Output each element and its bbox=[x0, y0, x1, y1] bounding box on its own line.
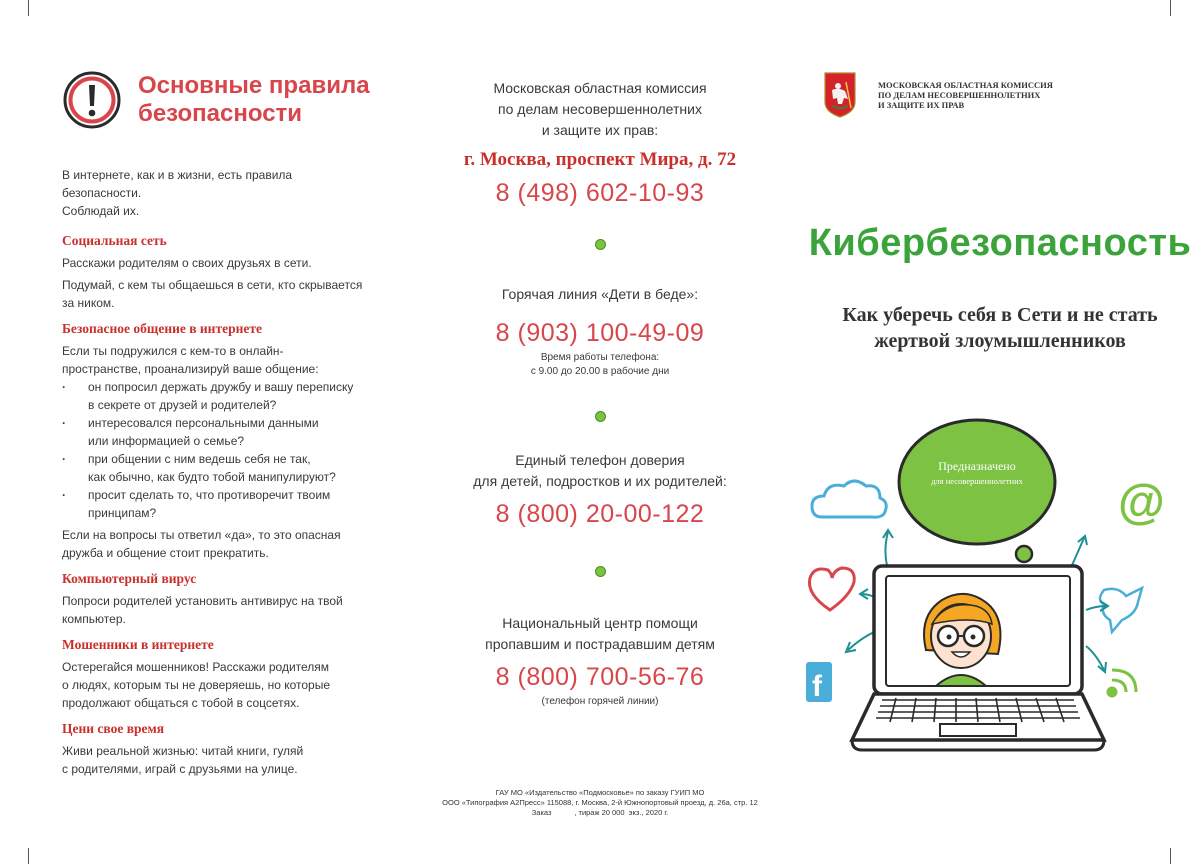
speech-bubble-icon bbox=[899, 420, 1055, 562]
imprint-line: ООО «Типография А2Пресс» 115088, г. Москва, 2-й Южнопортовый проезд, д. 26а, стр. 12 bbox=[442, 798, 758, 807]
section-title: Компьютерный вирус bbox=[62, 571, 197, 586]
organization-name bbox=[878, 80, 1053, 110]
rules-intro bbox=[62, 166, 372, 220]
commission-label bbox=[400, 78, 800, 141]
print-imprint bbox=[400, 788, 800, 818]
text-line: Если ты подружился с кем-то в онлайн- bbox=[62, 344, 284, 358]
section-paragraph bbox=[62, 254, 372, 272]
rules-title-line: Основные правила bbox=[138, 72, 370, 99]
intro-line: В интернете, как и в жизни, есть правила безопасности. bbox=[62, 168, 293, 200]
section-title: Социальная сеть bbox=[62, 233, 167, 248]
text-line: · интересовался персональными данными bbox=[88, 416, 319, 430]
text-line: в секрете от друзей и родителей? bbox=[88, 398, 277, 412]
question-list bbox=[62, 378, 372, 522]
text-line: с 9.00 до 20.00 в рабочие дни bbox=[530, 366, 670, 377]
text-line: для детей, подростков и их родителей: bbox=[473, 473, 727, 489]
section-paragraph bbox=[62, 526, 372, 562]
commission-address: г. Москва, проспект Мира, д. 72 bbox=[463, 149, 737, 170]
bubble-line: для несовершеннолетних bbox=[931, 476, 1023, 486]
text-line: пропавшим и пострадавшим детям bbox=[485, 636, 715, 652]
imprint-line: Заказ , тираж 20 000 экз., 2020 г. bbox=[531, 808, 669, 817]
section-title: Безопасное общение в интернете bbox=[62, 321, 262, 336]
text-line: Остерегайся мошенников! Расскажи родителям bbox=[62, 660, 330, 674]
section-computer-virus bbox=[62, 570, 372, 628]
bird-icon bbox=[1100, 588, 1142, 632]
list-item bbox=[62, 378, 372, 414]
organization-header bbox=[824, 72, 1053, 118]
text-line: и защите их прав: bbox=[541, 122, 659, 138]
text-line: или информацией о семье? bbox=[88, 434, 245, 448]
hotline-hours bbox=[400, 351, 800, 379]
cover-panel bbox=[800, 0, 1200, 864]
separator-dot bbox=[595, 239, 606, 250]
section-value-time bbox=[62, 720, 372, 778]
hotline-label: Горячая линия «Дети в беде»: bbox=[501, 286, 699, 302]
exclamation-icon bbox=[62, 70, 122, 130]
text-line: дружба и общение стоит прекратить. bbox=[62, 546, 269, 560]
org-line: ПО ДЕЛАМ НЕСОВЕРШЕННОЛЕТНИХ bbox=[878, 90, 1041, 100]
text-line: о людях, которым ты не доверяешь, но которые bbox=[62, 678, 331, 692]
text-line: Подумай, с кем ты общаешься в сети, кто скрывается bbox=[62, 278, 363, 292]
rules-header bbox=[62, 70, 372, 130]
facebook-icon bbox=[806, 662, 832, 703]
text-line: как обычно, как будто тобой манипулируют? bbox=[88, 470, 336, 484]
at-sign-icon: @ bbox=[1118, 476, 1165, 529]
section-social-network bbox=[62, 232, 372, 312]
subtitle-line: жертвой злоумышленников bbox=[874, 330, 1126, 352]
hotline-note: (телефон горячей линии) bbox=[541, 696, 659, 707]
section-title: Мошенники в интернете bbox=[62, 637, 214, 652]
list-item bbox=[62, 486, 372, 522]
text-line: продолжают общаться с тобой в соцсетях. bbox=[62, 696, 300, 710]
text-line: по делам несовершеннолетних bbox=[498, 101, 702, 117]
org-line: И ЗАЩИТЕ ИХ ПРАВ bbox=[878, 100, 965, 110]
bubble-text bbox=[902, 458, 1052, 488]
hotline-phone: 8 (903) 100-49-09 bbox=[495, 319, 705, 347]
trust-phone-label bbox=[400, 450, 800, 492]
section-title: Цени свое время bbox=[62, 721, 165, 736]
list-item bbox=[62, 414, 372, 450]
text-line: Расскажи родителям о своих друзьях в сети. bbox=[62, 256, 312, 270]
text-line: Попроси родителей установить антивирус на твой bbox=[62, 594, 343, 608]
text-line: с родителями, играй с друзьями на улице. bbox=[62, 762, 298, 776]
svg-text:f: f bbox=[812, 670, 822, 703]
center-label bbox=[400, 613, 800, 655]
text-line: · он попросил держать дружбу и вашу переписку bbox=[88, 380, 354, 394]
text-line: · просит сделать то, что противоречит твоим bbox=[88, 488, 331, 502]
text-line: Если на вопросы ты ответил «да», то это опасная bbox=[62, 528, 341, 542]
brochure-title: Кибербезопасность bbox=[808, 222, 1192, 264]
subtitle-line: Как уберечь себя в Сети и не стать bbox=[842, 304, 1158, 326]
commission-phone: 8 (498) 602-10-93 bbox=[495, 179, 705, 207]
heart-icon bbox=[809, 568, 854, 610]
center-phone: 8 (800) 700-56-76 bbox=[495, 663, 705, 691]
text-line: пространстве, проанализируй ваше общение: bbox=[62, 362, 319, 376]
cloud-icon bbox=[812, 481, 886, 517]
section-paragraph bbox=[62, 658, 372, 712]
laptop-icon bbox=[852, 566, 1104, 750]
rules-title bbox=[138, 72, 370, 128]
section-paragraph bbox=[62, 276, 372, 312]
list-item bbox=[62, 450, 372, 486]
separator-dot bbox=[595, 411, 606, 422]
section-paragraph bbox=[62, 342, 372, 378]
text-line: Живи реальной жизнью: читай книги, гуляй bbox=[62, 744, 304, 758]
text-line: Национальный центр помощи bbox=[502, 615, 698, 631]
intro-line: Соблюдай их. bbox=[62, 204, 140, 218]
text-line: компьютер. bbox=[62, 612, 126, 626]
coat-of-arms-icon bbox=[824, 72, 856, 118]
text-line: за ником. bbox=[62, 296, 115, 310]
imprint-line: ГАУ МО «Издательство «Подмосковье» по заказу ГУИП МО bbox=[495, 788, 705, 797]
section-scammers bbox=[62, 636, 372, 712]
section-paragraph bbox=[62, 592, 372, 628]
brochure-subtitle bbox=[800, 302, 1200, 354]
text-line: принципам? bbox=[88, 506, 157, 520]
text-line: · при общении с ним ведешь себя не так, bbox=[88, 452, 311, 466]
section-paragraph bbox=[62, 742, 372, 778]
text-line: Московская областная комиссия bbox=[493, 80, 707, 96]
text-line: Время работы телефона: bbox=[540, 352, 660, 363]
contacts-panel bbox=[400, 0, 800, 864]
bubble-line: Предназначено bbox=[938, 459, 1016, 473]
section-safe-communication bbox=[62, 320, 372, 562]
text-line: Единый телефон доверия bbox=[515, 452, 685, 468]
rules-title-line: безопасности bbox=[138, 100, 303, 127]
rss-icon bbox=[1108, 670, 1136, 696]
safety-rules-panel bbox=[0, 0, 400, 864]
separator-dot bbox=[595, 566, 606, 577]
org-line: МОСКОВСКАЯ ОБЛАСТНАЯ КОМИССИЯ bbox=[878, 80, 1053, 90]
trust-phone: 8 (800) 20-00-122 bbox=[495, 500, 705, 528]
